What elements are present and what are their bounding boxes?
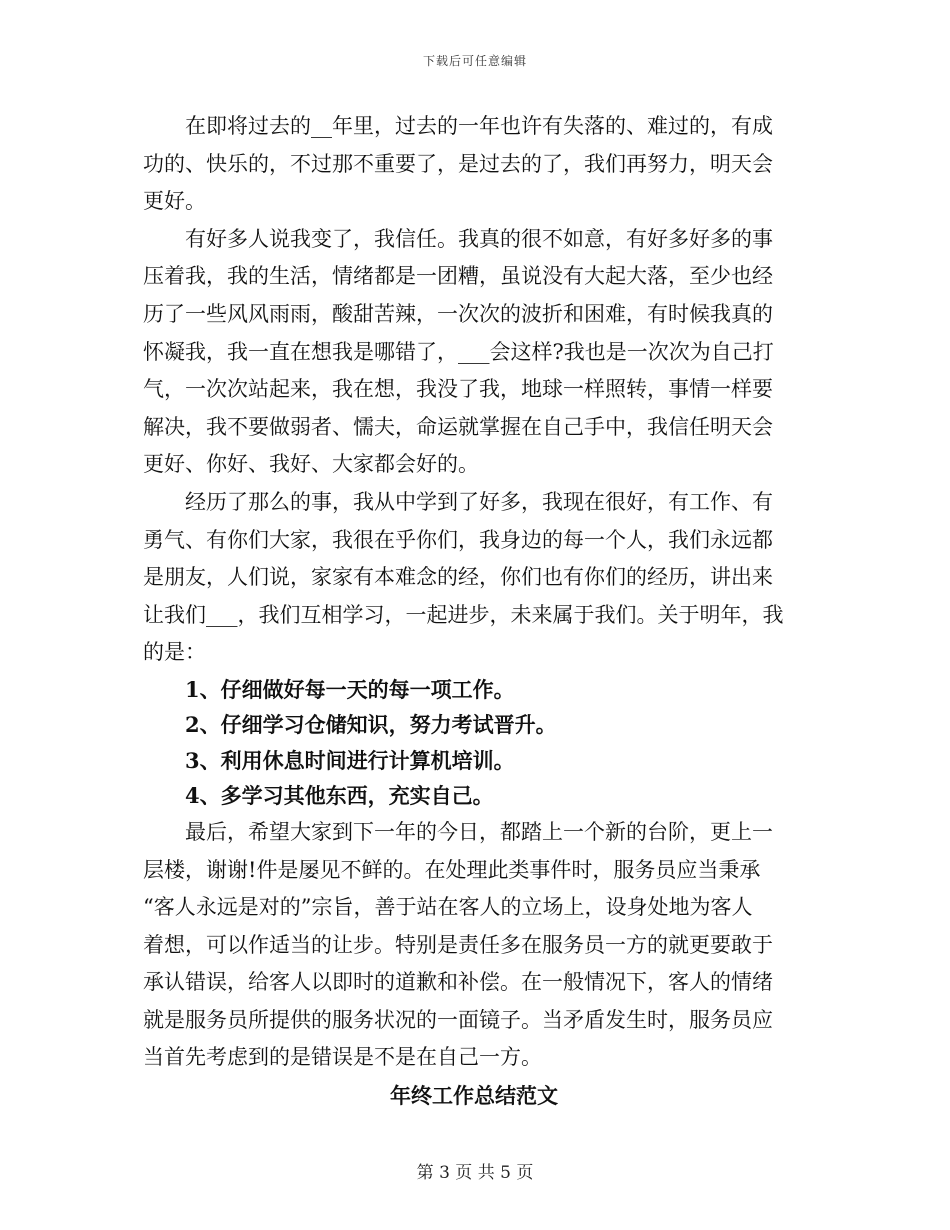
page-number: 第 3 页 共 5 页 (416, 1163, 534, 1183)
text-line: 在即将过去的__年里，过去的一年也许有失落的、难过的，有成 (185, 114, 773, 138)
section-title: 年终工作总结范文 (390, 1083, 558, 1109)
paragraph-intro (143, 108, 805, 221)
text-line: 最后，希望大家到下一年的今日，都踏上一个新的台阶，更上一 (185, 819, 773, 844)
list-item: 4、多学习其他东西，充实自己。 (185, 783, 494, 809)
text-line: 是朋友，人们说，家家有本难念的经，你们也有你们的经历，讲出来 (143, 565, 773, 590)
text-line: 当首先考虑到的是错误是不是在自己一方。 (143, 1045, 542, 1070)
list-item: 3、利用休息时间进行计算机培训。 (185, 747, 515, 773)
text-line: 气，一次次站起来，我在想，我没了我，地球一样照转，事情一样要 (143, 377, 773, 402)
text-line: 更好、你好、我好、大家都会好的。 (143, 452, 479, 477)
text-line: 有好多人说我变了，我信任。我真的很不如意，有好多好多的事 (185, 226, 773, 251)
text-line: 承认错误，给客人以即时的道歉和补偿。在一般情况下，客人的情绪 (143, 970, 773, 995)
text-line: 着想，可以作适当的让步。特别是责任多在服务员一方的就更要敢于 (143, 932, 773, 957)
paragraph-closing (143, 814, 805, 1077)
text-line: 经历了那么的事，我从中学到了好多，我现在很好，有工作、有 (185, 489, 773, 514)
goals-list (143, 672, 805, 814)
text-line: 解决，我不要做弱者、懦夫，命运就掌握在自己手中，我信任明天会 (143, 414, 773, 439)
document-body (143, 108, 805, 1114)
list-item: 2、仔细学习仓储知识，努力考试晋升。 (185, 712, 557, 738)
text-line: 更好。 (143, 189, 206, 214)
text-line: 让我们___，我们互相学习，一起进步，未来属于我们。关于明年，我 (143, 602, 784, 627)
text-line: 功的、快乐的，不过那不重要了，是过去的了，我们再努力，明天会 (143, 151, 773, 176)
paragraph-experience (143, 484, 805, 672)
text-line: 的是： (143, 640, 206, 665)
text-line: 就是服务员所提供的服务状况的一面镜子。当矛盾发生时，服务员应 (143, 1007, 773, 1032)
text-line: 层楼，谢谢!件是屡见不鲜的。在处理此类事件时，服务员应当秉承 (143, 857, 761, 882)
paragraph-changes (143, 221, 805, 484)
list-item: 1、仔细做好每一天的每一项工作。 (185, 676, 515, 702)
text-line: 怀凝我，我一直在想我是哪错了，___会这样?我也是一次次为自己打 (143, 339, 774, 364)
text-line: 勇气、有你们大家，我很在乎你们，我身边的每一个人，我们永远都 (143, 527, 773, 552)
text-line: “客人永远是对的”宗旨，善于站在客人的立场上，设身处地为客人 (143, 895, 753, 920)
text-line: 历了一些风风雨雨，酸甜苦辣，一次次的波折和困难，有时候我真的 (143, 301, 773, 326)
page-header-note: 下载后可任意编辑 (422, 54, 527, 68)
text-line: 压着我，我的生活，情绪都是一团糟，虽说没有大起大落，至少也经 (143, 264, 773, 289)
